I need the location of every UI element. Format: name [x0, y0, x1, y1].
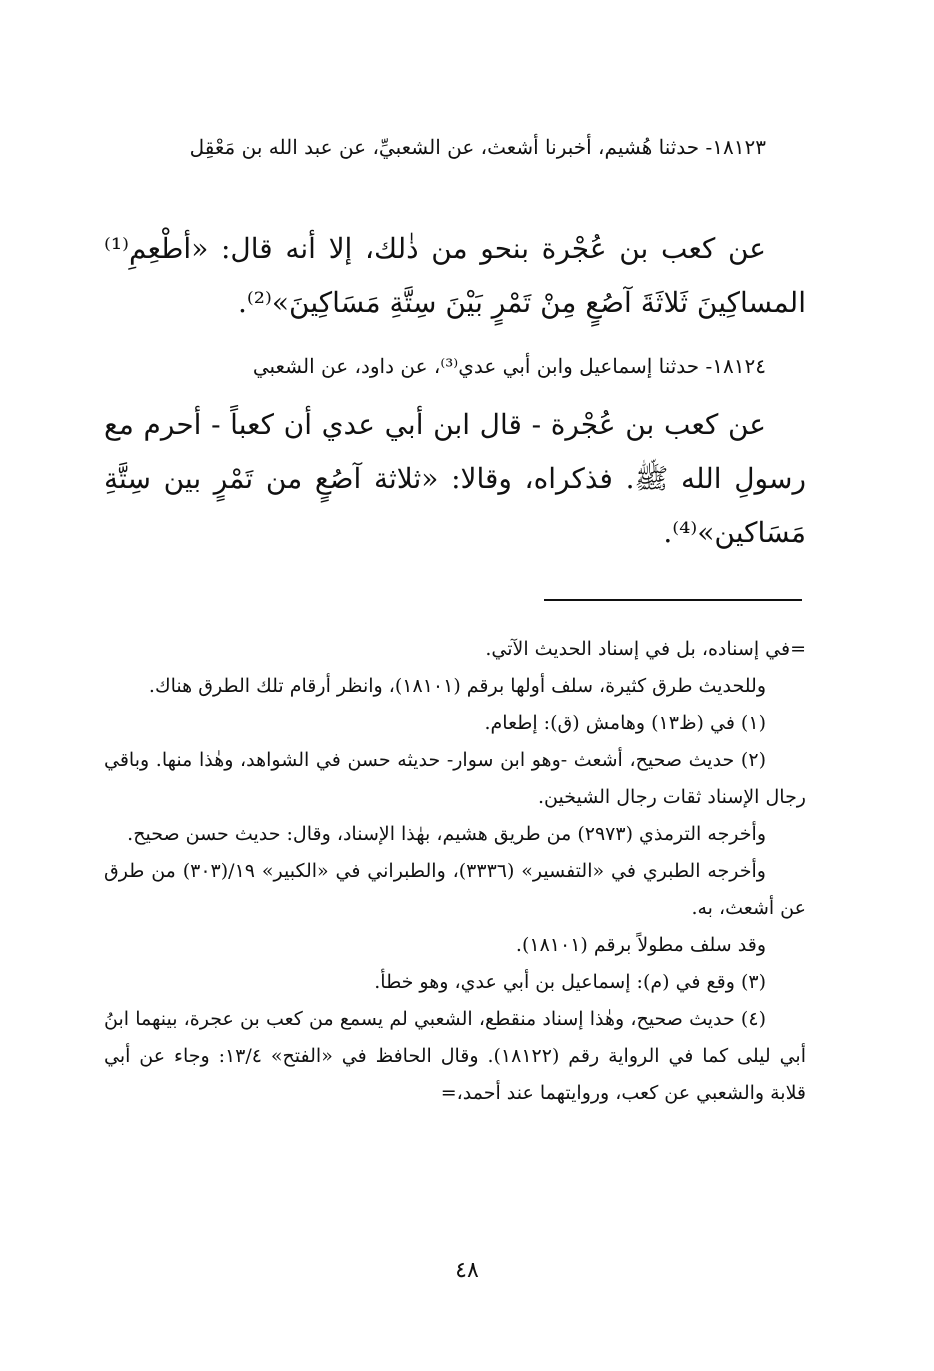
hadith-18123: [104, 126, 806, 168]
footnotes: [104, 631, 806, 1112]
footnote-3: (٣) وقع في (م): إسماعيل بن أبي عدي، وهو خطأ.: [374, 971, 766, 993]
hadith-18124: [104, 345, 806, 387]
hadith-18123-matn-block: [104, 222, 806, 330]
footnote-2-reference: وقد سلف مطولاً برقم (١٨١٠١).: [515, 934, 766, 956]
footnote-2-tirmidhi: وأخرجه الترمذي (٢٩٧٣) من طريق هشيم، بهٰذا الإسناد، وقال: حديث حسن صحيح.: [127, 823, 766, 845]
page-number: ٤٨: [455, 1258, 479, 1283]
hadith-18123-isnad: ١٨١٢٣- حدثنا هُشيم، أخبرنا أشعث، عن الشعبيِّ، عن عبد الله بن مَعْقِل: [189, 135, 766, 159]
hadith-18124-matn: عن كعب بن عُجْرة - قال ابن أبي عدي أن كعباً - أحرم مع رسولِ الله ﷺ. فذكراه، وقالا: «ثلاثة آصُعٍ من تَمْرٍ بين سِتَّةِ مَسَاكين»⁽⁴⁾.: [104, 408, 806, 549]
footnote-separator: [544, 599, 802, 601]
footnote-continuation: =في إسناده، بل في إسناد الحديث الآتي.: [485, 638, 806, 660]
hadith-18124-matn-block: [104, 398, 806, 560]
footnote-2-tabari: وأخرجه الطبري في «التفسير» (٣٣٣٦)، والطبراني في «الكبير» ١٩/(٣٠٣) من طرق عن أشعث، به.: [104, 860, 806, 919]
footnote-1: (١) في (ظ١٣) وهامش (ق): إطعام.: [484, 712, 766, 734]
hadith-18124-isnad: ١٨١٢٤- حدثنا إسماعيل وابن أبي عدي⁽³⁾، عن داود، عن الشعبي: [252, 354, 766, 378]
footnote-4: (٤) حديث صحيح، وهٰذا إسناد منقطع، الشعبي لم يسمع من كعب بن عجرة، بينهما ابنُ أبي ليلى كما في الرواية رقم (١٨١٢٢). وقال الحافظ في «الفتح» ١٣/٤: وجاء عن أبي قلابة والشعبي عن كعب، وروايتهما عند أحمد،=: [104, 1008, 806, 1104]
hadith-18123-matn: عن كعب بن عُجْرة بنحو من ذٰلك، إلا أنه قال: «أطْعِمِ⁽¹⁾ المساكِينَ ثَلاثَةَ آصُعٍ مِنْ تَمْرٍ بَيْنَ سِتَّةِ مَسَاكِينَ»⁽²⁾.: [104, 232, 806, 319]
footnote-2: (٢) حديث صحيح، أشعث -وهو ابن سوار- حديثه حسن في الشواهد، وهٰذا منها. وباقي رجال الإسناد ثقات رجال الشيخين.: [104, 749, 806, 808]
footnote-paragraph: وللحديث طرق كثيرة، سلف أولها برقم (١٨١٠١)، وانظر أرقام تلك الطرق هناك.: [148, 675, 766, 697]
